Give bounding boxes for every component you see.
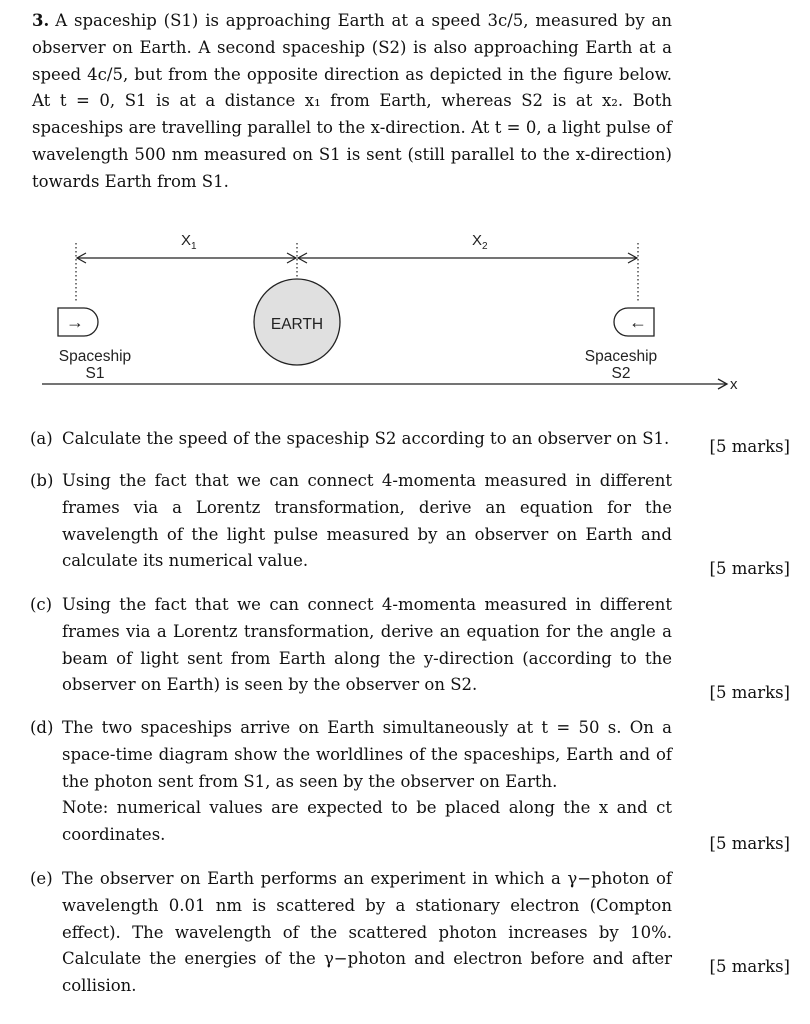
part-e-text: The observer on Earth performs an experiment in which a γ−photon of wavelength 0.01 nm is scattered by a stationary electron (Compton effect). The wavelength of the scattered photon increases by 10%. Calculate the energies of the γ−photon and electron before and after collision. — [62, 869, 672, 996]
part-b-label: (b) — [30, 471, 54, 490]
part-c — [30, 592, 790, 710]
part-b-text: Using the fact that we can connect 4-momenta measured in different frames via a Lorentz transformation, derive an equation for the wavelength of the light pulse measured by an observer on Earth and calculate its numerical value. — [62, 471, 672, 571]
s1-label-line2: S1 — [85, 365, 105, 382]
x2-label: $X_2$ — [472, 232, 488, 252]
part-a-label: (a) — [30, 429, 53, 448]
part-b-marks: [5 marks] — [709, 559, 790, 578]
part-c-text: Using the fact that we can connect 4-momenta measured in different frames via a Lorentz transformation, derive an equation for the angle a beam of light sent from Earth along the y-direction (according to the observer on Earth) is seen by the observer on S2. — [62, 595, 672, 695]
question-intro-text: A spaceship (S1) is approaching Earth at a speed 3c/5, measured by an observer on Earth. A second spaceship (S2) is also approaching Earth at a speed 4c/5, but from the opposite direction as depicted in the figure below. At t = 0, S1 is at a distance x₁ from Earth, whereas S2 is at x₂. Both spaceships are travelling parallel to the x-direction. At t = 0, a light pulse of wavelength 500 nm measured on S1 is sent (still parallel to the x-direction) towards Earth from S1. — [32, 11, 672, 191]
s1-label-line1: Spaceship — [58, 348, 132, 365]
part-a — [30, 426, 790, 466]
s1-arrow-icon: → — [66, 312, 84, 332]
part-c-label: (c) — [30, 595, 53, 614]
part-d-text: The two spaceships arrive on Earth simultaneously at t = 50 s. On a space-time diagram show the worldlines of the spaceships, Earth and of the photon sent from S1, as seen by the observer on Earth. — [62, 718, 672, 791]
x-axis-label: x — [730, 376, 738, 393]
s2-label-line1: Spaceship — [584, 348, 658, 365]
question-number: 3. — [32, 11, 50, 30]
part-a-text: Calculate the speed of the spaceship S2 according to an observer on S1. — [62, 429, 670, 448]
spaceship-diagram — [0, 225, 810, 405]
part-c-marks: [5 marks] — [709, 683, 790, 702]
part-e-label: (e) — [30, 869, 53, 888]
part-a-marks: [5 marks] — [709, 437, 790, 456]
s2-label-line2: S2 — [611, 365, 631, 382]
x1-label: $X_1$ — [181, 232, 197, 252]
earth-label: EARTH — [270, 316, 324, 333]
part-e-marks: [5 marks] — [709, 957, 790, 976]
part-b — [30, 468, 790, 586]
part-d-note: Note: numerical values are expected to be placed along the x and ct coordinates. — [62, 798, 672, 845]
part-e — [30, 866, 790, 996]
part-d — [30, 715, 790, 860]
part-d-label: (d) — [30, 718, 54, 737]
s2-arrow-icon: ← — [629, 312, 647, 332]
question-intro — [32, 8, 672, 196]
part-d-marks: [5 marks] — [709, 834, 790, 853]
